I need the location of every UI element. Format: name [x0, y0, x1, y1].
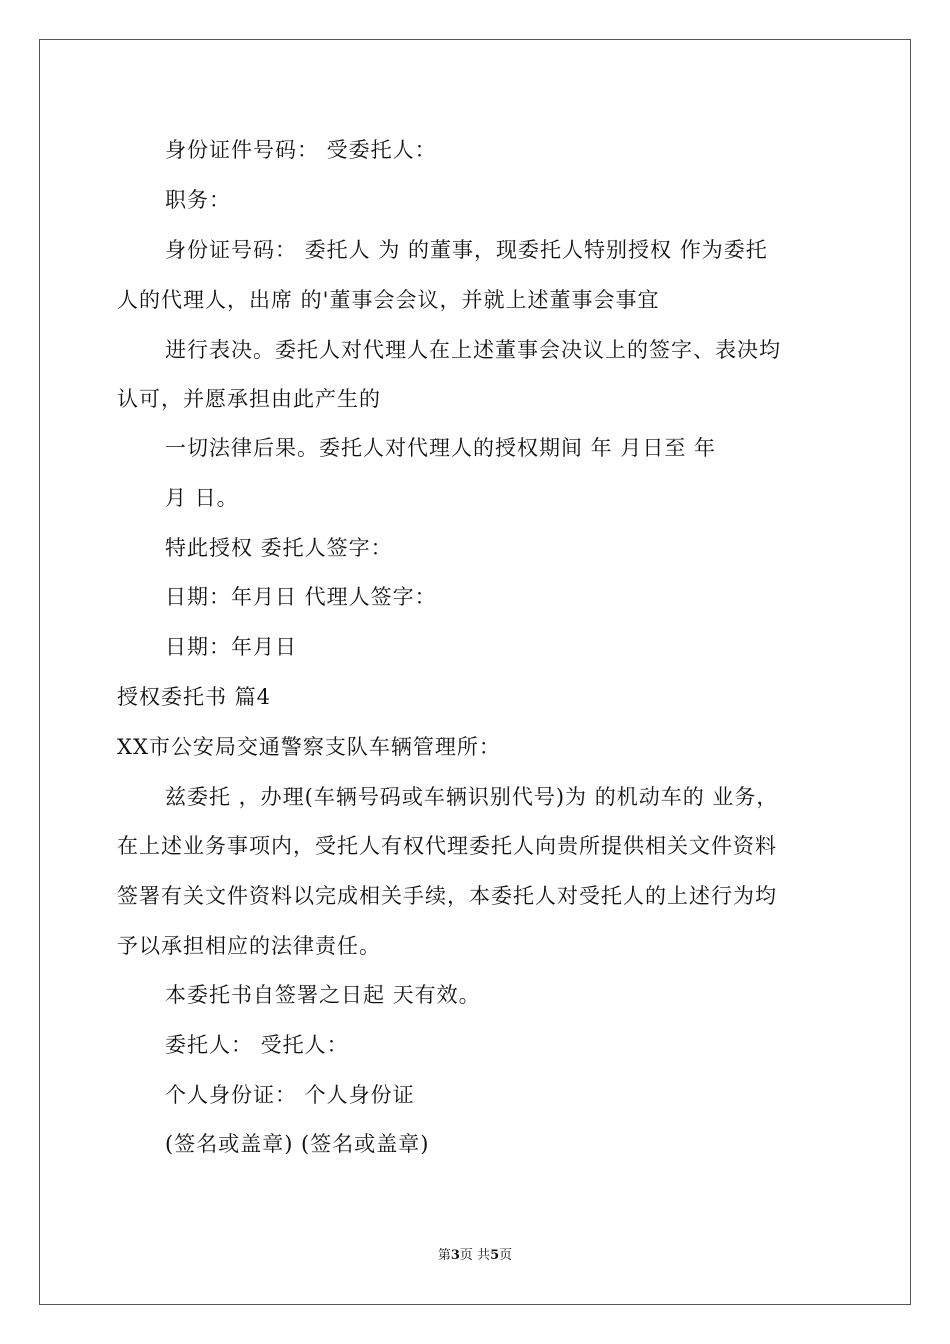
text-line: 在上述业务事项内，受托人有权代理委托人向贵所提供相关文件资料 — [117, 834, 777, 858]
text-line: 身份证号码： 委托人 为 的董事，现委托人特别授权 作为委托 — [165, 238, 768, 262]
text-line: 予以承担相应的法律责任。 — [117, 934, 381, 958]
text-line: 日期：年月日 — [165, 635, 297, 659]
footer-suffix: 页 — [499, 1248, 513, 1263]
page-footer — [0, 1248, 950, 1264]
text-line: 个人身份证： 个人身份证 — [165, 1083, 415, 1107]
footer-current-page: 3 — [450, 1248, 460, 1263]
section-heading: 授权委托书 篇4 — [117, 685, 272, 709]
text-line: 兹委托 ，办理(车辆号码或车辆识别代号)为 的机动车的 业务， — [165, 785, 779, 809]
text-line: 签署有关文件资料以完成相关手续，本委托人对受托人的上述行为均 — [117, 884, 777, 908]
text-line: 身份证件号码： 受委托人： — [165, 138, 437, 162]
text-line: 特此授权 委托人签字： — [165, 536, 393, 560]
text-line: 委托人： 受托人： — [165, 1033, 349, 1057]
text-line: 日期：年月日 代理人签字： — [165, 585, 437, 609]
text-line: 进行表决。委托人对代理人在上述董事会决议上的签字、表决均 — [165, 338, 781, 362]
text-line: 月 日。 — [165, 486, 239, 510]
text-line: (签名或盖章) (签名或盖章) — [165, 1132, 430, 1156]
footer-mid: 页 共 — [459, 1248, 491, 1263]
text-line: 一切法律后果。委托人对代理人的授权期间 年 月日至 年 — [165, 436, 717, 460]
text-line: 本委托书自签署之日起 天有效。 — [165, 983, 481, 1007]
text-line: 认可，并愿承担由此产生的 — [117, 387, 381, 411]
page-border — [39, 39, 911, 1305]
addressee-line: XX市公安局交通警察支队车辆管理所： — [117, 735, 501, 759]
text-line: 人的代理人，出席 的'董事会会议，并就上述董事会事宜 — [117, 288, 660, 312]
footer-total-pages: 5 — [490, 1248, 500, 1263]
footer-prefix: 第 — [437, 1248, 451, 1263]
text-line: 职务： — [165, 188, 231, 212]
